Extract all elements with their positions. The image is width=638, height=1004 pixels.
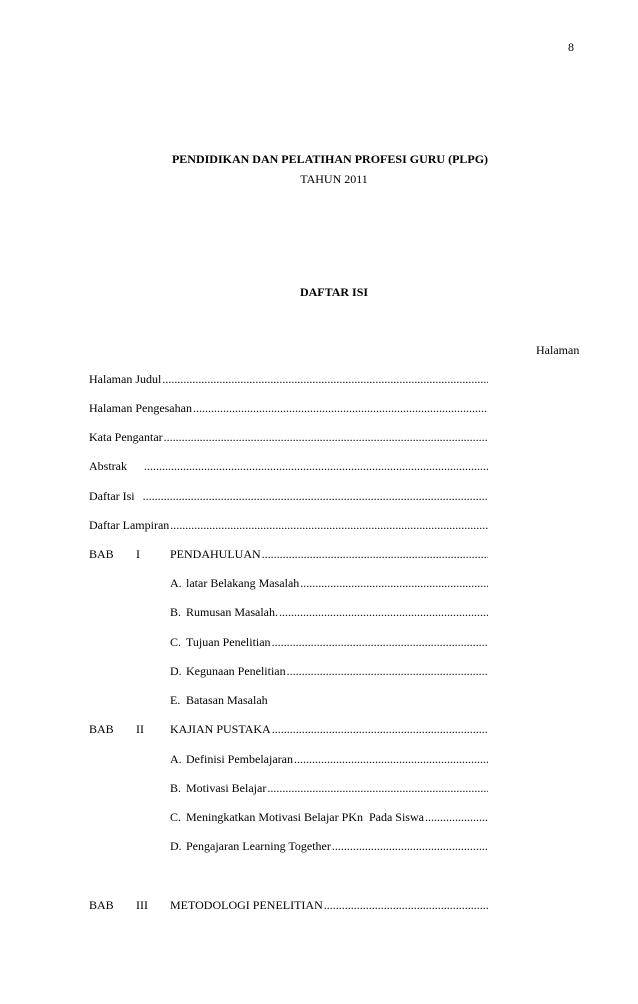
chapter-number: III (136, 898, 148, 912)
toc-section-1c (89, 635, 488, 651)
toc-entry-label: Daftar Isi (89, 489, 135, 503)
toc-chapter-bab-3 (89, 898, 488, 914)
chapter-number: II (136, 722, 144, 736)
dot-leader (425, 810, 488, 825)
dot-leader (324, 898, 488, 913)
section-title: Meningkatkan Motivasi Belajar PKn Pada Siswa (186, 810, 424, 824)
chapter-title: KAJIAN PUSTAKA (170, 722, 271, 736)
toc-chapter-bab-2 (89, 722, 488, 738)
section-title: Motivasi Belajar (186, 781, 267, 795)
toc-section-2a (89, 752, 488, 768)
page-number: 8 (568, 40, 574, 54)
toc-section-1b (89, 605, 488, 621)
toc-entry-abstrak (89, 459, 488, 475)
section-title: Kegunaan Penelitian (186, 664, 286, 678)
page-column-label: Halaman (536, 343, 580, 357)
toc-entry-halaman-judul (89, 372, 488, 388)
section-letter: C. (170, 810, 182, 824)
dot-leader (332, 839, 488, 854)
section-title: Batasan Masalah (186, 693, 268, 707)
chapter-label: BAB (89, 898, 114, 912)
toc-section-1a (89, 576, 488, 592)
chapter-number: I (136, 547, 140, 561)
toc-section-1e (89, 693, 488, 709)
section-letter: D. (170, 839, 182, 853)
toc-chapter-bab-1 (89, 547, 488, 563)
toc-entry-halaman-pengesahan (89, 401, 488, 417)
section-letter: D. (170, 664, 182, 678)
dot-leader (170, 518, 488, 533)
dot-leader (287, 664, 488, 679)
dot-leader (262, 547, 488, 562)
section-letter: B. (170, 781, 182, 795)
section-letter: A. (170, 752, 182, 766)
section-letter: C. (170, 635, 182, 649)
toc-entry-label: Halaman Pengesahan (89, 401, 192, 415)
chapter-label: BAB (89, 547, 114, 561)
section-title: Rumusan Masalah. (186, 605, 278, 619)
section-letter: E. (170, 693, 181, 707)
section-title: Definisi Pembelajaran (186, 752, 293, 766)
chapter-title: METODOLOGI PENELITIAN (170, 898, 323, 912)
section-letter: B. (170, 605, 182, 619)
toc-section-2b (89, 781, 488, 797)
toc-section-1d (89, 664, 488, 680)
dot-leader (272, 635, 488, 650)
toc-entry-daftar-isi (89, 489, 488, 505)
toc-title: DAFTAR ISI (299, 285, 369, 299)
toc-entry-label: Abstrak (89, 459, 127, 473)
dot-leader (164, 430, 488, 445)
section-letter: A. (170, 576, 182, 590)
toc-entry-kata-pengantar (89, 430, 488, 446)
dot-leader (143, 489, 488, 504)
dot-leader (193, 401, 488, 416)
chapter-title: PENDAHULUAN (170, 547, 261, 561)
section-title: Pengajaran Learning Together (186, 839, 331, 853)
section-title: latar Belakang Masalah (186, 576, 300, 590)
document-header-year: TAHUN 2011 (300, 172, 368, 186)
chapter-label: BAB (89, 722, 114, 736)
toc-entry-label: Daftar Lampiran (89, 518, 170, 532)
document-header-title: PENDIDIKAN DAN PELATIHAN PROFESI GURU (PLPG) (171, 152, 489, 166)
dot-leader (144, 459, 488, 474)
dot-leader (279, 605, 488, 620)
toc-entry-label: Halaman Judul (89, 372, 162, 386)
toc-entry-daftar-lampiran (89, 518, 488, 534)
toc-section-2d (89, 839, 488, 855)
toc-section-2c (89, 810, 488, 826)
section-title: Tujuan Penelitian (186, 635, 271, 649)
toc-entry-label: Kata Pengantar (89, 430, 163, 444)
dot-leader (294, 752, 488, 767)
dot-leader (162, 372, 488, 387)
dot-leader (272, 722, 488, 737)
dot-leader (300, 576, 488, 591)
dot-leader (267, 781, 488, 796)
